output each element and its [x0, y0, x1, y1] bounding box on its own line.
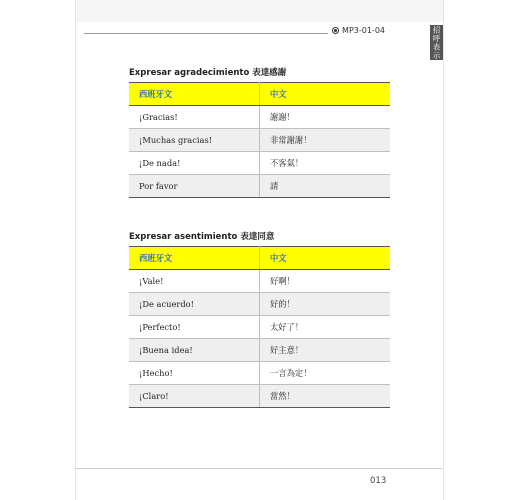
table-row [129, 152, 390, 175]
table-row [129, 385, 390, 408]
column-header-chinese: 中文 [260, 83, 391, 106]
chinese-phrase: 太好了！ [260, 316, 391, 339]
table-row [129, 316, 390, 339]
section-title-thanks: Expresar agradecimiento 表達感謝 [129, 68, 287, 78]
chinese-phrase: 一言為定！ [260, 362, 391, 385]
table-row [129, 293, 390, 316]
chinese-phrase: 請 [260, 175, 391, 198]
chinese-phrase: 好的！ [260, 293, 391, 316]
section-title-agreement: Expresar asentimiento 表達同意 [129, 232, 275, 242]
spanish-phrase: ¡De acuerdo! [129, 293, 260, 316]
column-header-spanish: 西班牙文 [129, 83, 260, 106]
chinese-phrase: 謝謝！ [260, 106, 391, 129]
chinese-phrase: 好啊！ [260, 270, 391, 293]
chapter-side-tab: 招呼表示 [432, 25, 441, 60]
top-band [76, 0, 443, 22]
page-number: 013 [370, 476, 387, 486]
spanish-phrase: ¡Vale! [129, 270, 260, 293]
spanish-phrase: ¡Perfecto! [129, 316, 260, 339]
thanks-table [129, 82, 390, 198]
spanish-phrase: ¡Gracias! [129, 106, 260, 129]
table-row [129, 270, 390, 293]
audio-track-label [328, 26, 389, 35]
table-header-row [129, 83, 390, 106]
footer-rule [75, 468, 442, 469]
agreement-table [129, 246, 390, 408]
table-row [129, 106, 390, 129]
chinese-phrase: 好主意！ [260, 339, 391, 362]
table-header-row [129, 247, 390, 270]
spanish-phrase: ¡Muchas gracias! [129, 129, 260, 152]
table-row [129, 175, 390, 198]
audio-disc-icon [332, 27, 339, 34]
spanish-phrase: ¡Buena idea! [129, 339, 260, 362]
table-row [129, 339, 390, 362]
spanish-phrase: Por favor [129, 175, 260, 198]
audio-track-number: MP3-01-04 [342, 26, 385, 35]
chinese-phrase: 當然！ [260, 385, 391, 408]
column-header-chinese: 中文 [260, 247, 391, 270]
spanish-phrase: ¡Claro! [129, 385, 260, 408]
spanish-phrase: ¡Hecho! [129, 362, 260, 385]
spanish-phrase: ¡De nada! [129, 152, 260, 175]
table-row [129, 362, 390, 385]
column-header-spanish: 西班牙文 [129, 247, 260, 270]
chinese-phrase: 非常謝謝！ [260, 129, 391, 152]
chinese-phrase: 不客氣！ [260, 152, 391, 175]
table-row [129, 129, 390, 152]
